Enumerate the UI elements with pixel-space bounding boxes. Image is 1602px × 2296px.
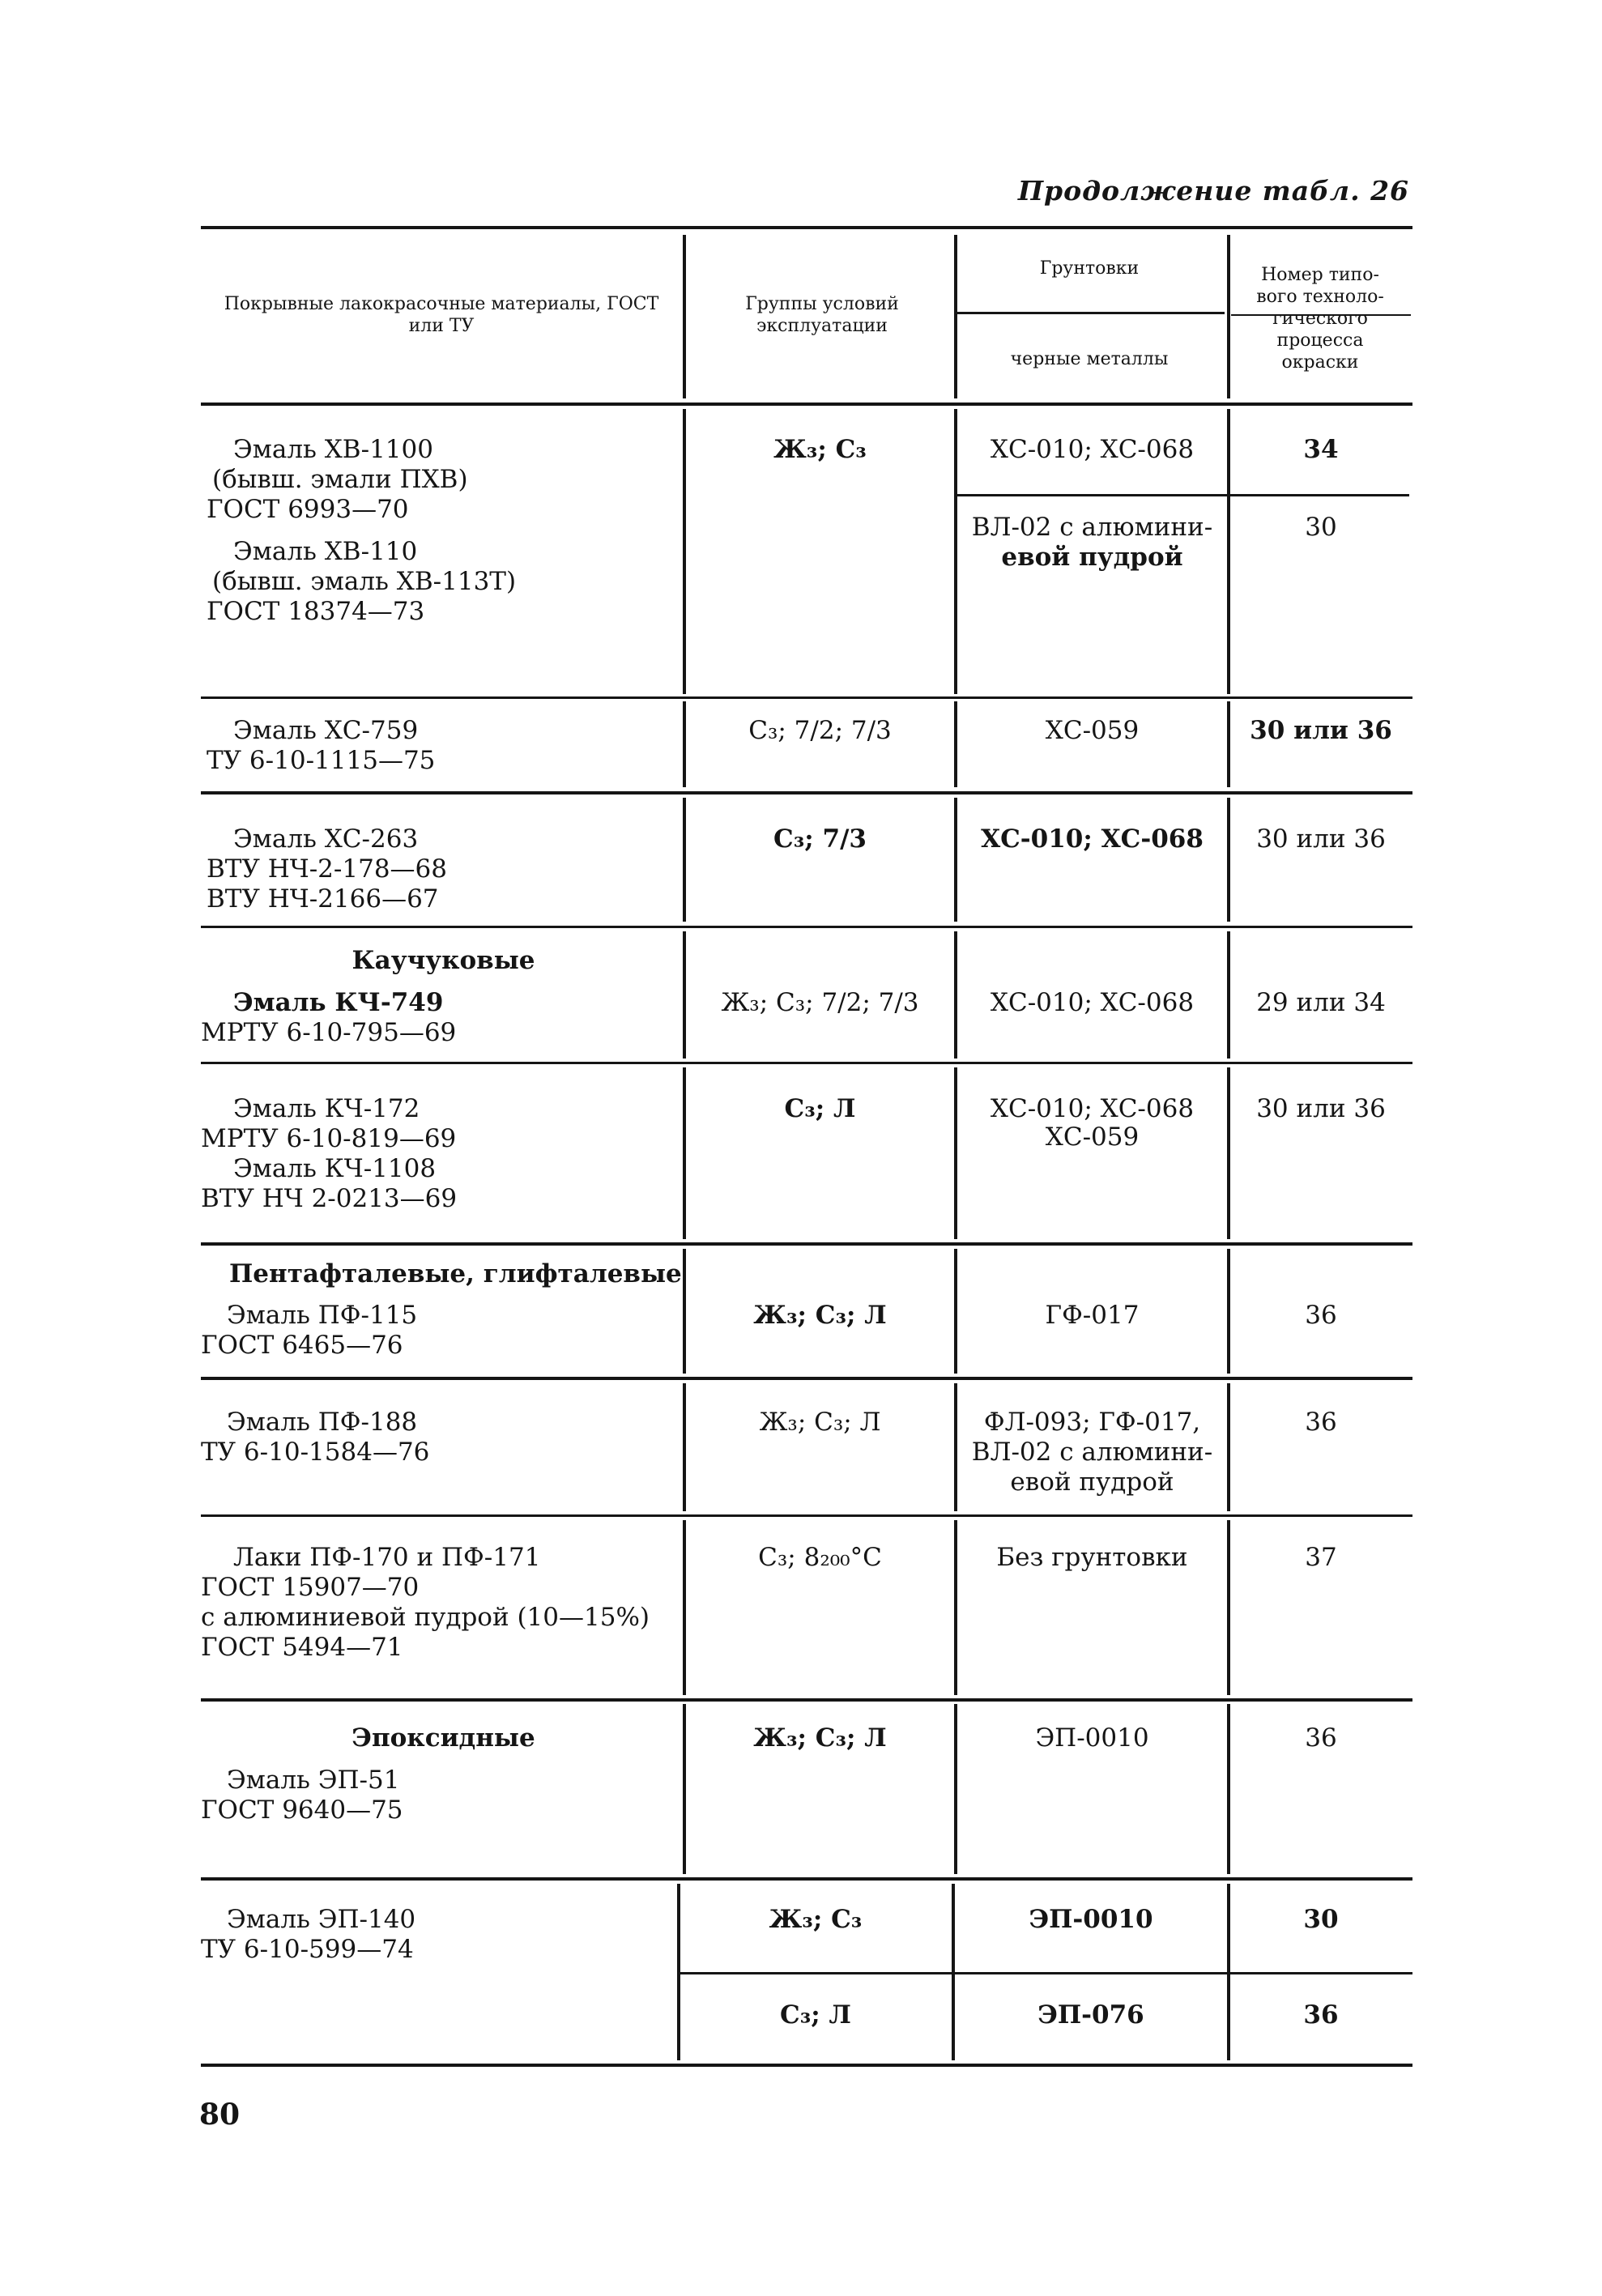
- table-bottom-rule: [201, 2064, 1412, 2067]
- primer-cell: евой пудрой: [1010, 1467, 1174, 1497]
- conditions-cell: Ж₃; С₃: [769, 1905, 863, 1934]
- column-divider: [1227, 1520, 1230, 1695]
- column-divider: [954, 235, 957, 398]
- process-cell: 36: [1305, 1408, 1337, 1437]
- row-rule: [201, 1377, 1412, 1380]
- column-divider: [954, 1067, 957, 1239]
- column-divider: [1227, 1383, 1230, 1511]
- conditions-cell: С₃; 7/2; 7/3: [748, 716, 892, 745]
- column-divider: [1227, 235, 1230, 398]
- material-line: Эмаль ЭП-140: [227, 1905, 416, 1934]
- column-divider: [683, 798, 686, 922]
- column-divider: [683, 1383, 686, 1511]
- material-line: ТУ 6-10-1584—76: [201, 1438, 430, 1467]
- column-divider: [683, 701, 686, 787]
- table-continuation-caption: Продолжение табл. 26: [1017, 175, 1409, 207]
- process-cell: 36: [1305, 1723, 1337, 1753]
- column-divider: [954, 798, 957, 922]
- material-line: Эмаль ПФ-115: [227, 1301, 418, 1330]
- primer-cell: Без грунтовки: [996, 1543, 1188, 1572]
- column-divider: [683, 409, 686, 694]
- conditions-cell: Ж₃; С₃; Л: [753, 1723, 887, 1753]
- column-divider: [683, 931, 686, 1059]
- column-divider: [683, 1520, 686, 1695]
- table-top-rule: [201, 226, 1412, 229]
- conditions-cell: С₃; Л: [780, 2000, 851, 2030]
- column-divider: [683, 1704, 686, 1874]
- material-line: ГОСТ 9640—75: [201, 1795, 403, 1825]
- material-line: Эмаль КЧ-749: [233, 988, 444, 1017]
- column-divider: [1227, 701, 1230, 787]
- material-line: ГОСТ 5494—71: [201, 1633, 403, 1662]
- page-number: 80: [199, 2098, 241, 2132]
- column-divider: [952, 1884, 955, 2060]
- process-cell: 34: [1303, 435, 1339, 464]
- material-line: МРТУ 6-10-819—69: [201, 1124, 457, 1153]
- primer-cell: ГФ-017: [1045, 1301, 1140, 1330]
- primer-cell: ЭП-0010: [1029, 1905, 1153, 1934]
- column-divider: [954, 701, 957, 787]
- row10-inner-divider: [679, 1972, 1412, 1974]
- primer-cell: ВЛ-02 с алюмини-: [971, 513, 1213, 542]
- primer-cell: ХС-010; ХС-068: [990, 435, 1195, 464]
- material-line: ГОСТ 6465—76: [201, 1331, 403, 1360]
- column-divider: [677, 1884, 680, 2060]
- process-cell: 30 или 36: [1256, 824, 1386, 854]
- row-rule: [201, 1698, 1412, 1702]
- row-rule: [201, 1514, 1412, 1517]
- material-line: Лаки ПФ-170 и ПФ-171: [233, 1543, 541, 1572]
- primer-cell: ФЛ-093; ГФ-017,: [983, 1408, 1201, 1437]
- column-divider: [1227, 1067, 1230, 1239]
- conditions-cell: Ж₃; С₃; 7/2; 7/3: [721, 988, 919, 1017]
- conditions-cell: Ж₃; С₃: [773, 435, 867, 464]
- process-cell: 30: [1303, 1905, 1339, 1934]
- primer-cell: ХС-010; ХС-068: [981, 824, 1204, 854]
- row-rule: [201, 696, 1412, 699]
- primer-cell: ВЛ-02 с алюмини-: [971, 1438, 1213, 1467]
- material-line: Эмаль ХС-263: [233, 824, 419, 854]
- primer-cell: ХС-010; ХС-068: [990, 1094, 1195, 1123]
- column-divider: [954, 1520, 957, 1695]
- process-cell: 29 или 34: [1256, 988, 1386, 1017]
- material-line: ВТУ НЧ-2166—67: [207, 884, 439, 914]
- primer-cell: ХС-010; ХС-068: [990, 988, 1195, 1017]
- header-materials: Покрывные лакокрасочные материалы, ГОСТ или ТУ: [224, 294, 659, 336]
- material-line: (бывш. эмаль ХВ-113Т): [212, 567, 517, 596]
- row-rule: [201, 791, 1412, 794]
- material-line: ВТУ НЧ-2-178—68: [207, 854, 447, 884]
- process-cell: 36: [1305, 1301, 1337, 1330]
- column-divider: [954, 931, 957, 1059]
- section-heading: Эпоксидные: [352, 1723, 535, 1753]
- column-divider: [1227, 798, 1230, 922]
- process-cell: 30: [1305, 513, 1337, 542]
- material-line: ГОСТ 18374—73: [207, 597, 425, 626]
- conditions-cell: С₃; 7/3: [773, 824, 867, 854]
- primer-cell: ЭП-0010: [1035, 1723, 1149, 1753]
- material-line: Эмаль КЧ-172: [233, 1094, 420, 1123]
- process-cell: 36: [1303, 2000, 1339, 2030]
- material-line: Эмаль ХВ-1100: [233, 435, 433, 464]
- column-divider: [954, 1704, 957, 1874]
- primer-cell: ХС-059: [1045, 1122, 1140, 1152]
- material-line: (бывш. эмали ПХВ): [212, 465, 468, 494]
- header-conditions: Группы условий эксплуатации: [745, 294, 899, 336]
- conditions-cell: С₃; 8₂₀₀°С: [758, 1543, 882, 1572]
- section-heading: Каучуковые: [352, 946, 535, 975]
- primer-cell: евой пудрой: [1001, 543, 1183, 572]
- section-heading: Пентафталевые, глифталевые: [229, 1259, 682, 1289]
- header-primers: Грунтовки: [1039, 258, 1140, 279]
- material-line: ГОСТ 6993—70: [207, 495, 409, 524]
- column-divider: [683, 1067, 686, 1239]
- material-line: ТУ 6-10-599—74: [201, 1935, 414, 1964]
- material-line: МРТУ 6-10-795—69: [201, 1018, 457, 1047]
- header-process: Номер типо- вого техноло- гического процесса окраски: [1256, 265, 1384, 373]
- column-divider: [1227, 931, 1230, 1059]
- header-bottom-rule: [201, 403, 1412, 406]
- column-divider: [954, 1249, 957, 1374]
- column-divider: [954, 409, 957, 694]
- process-cell: 30 или 36: [1250, 716, 1392, 745]
- header-primers-divider: [956, 312, 1225, 314]
- material-line: Эмаль ЭП-51: [227, 1766, 400, 1795]
- process-cell: 37: [1305, 1543, 1337, 1572]
- column-divider: [1227, 1249, 1230, 1374]
- header-primers-ferrous: черные металлы: [1010, 349, 1169, 369]
- row-rule: [201, 1877, 1412, 1881]
- material-line: ТУ 6-10-1115—75: [207, 746, 436, 775]
- primer-cell: ЭП-076: [1037, 2000, 1144, 2030]
- material-line: ВТУ НЧ 2-0213—69: [201, 1184, 458, 1213]
- material-line: Эмаль КЧ-1108: [233, 1154, 437, 1183]
- conditions-cell: Ж₃; С₃; Л: [759, 1408, 881, 1437]
- column-divider: [1227, 1884, 1230, 2060]
- column-divider: [1227, 409, 1230, 694]
- material-line: ГОСТ 15907—70: [201, 1573, 420, 1602]
- row-rule: [201, 1062, 1412, 1064]
- material-line: с алюминиевой пудрой (10—15%): [201, 1603, 650, 1632]
- row-rule: [201, 926, 1412, 928]
- column-divider: [1227, 1704, 1230, 1874]
- row1-inner-divider: [956, 494, 1409, 496]
- column-divider: [683, 1249, 686, 1374]
- material-line: Эмаль ПФ-188: [227, 1408, 418, 1437]
- material-line: Эмаль ХС-759: [233, 716, 419, 745]
- conditions-cell: С₃; Л: [784, 1094, 856, 1123]
- row-rule: [201, 1242, 1412, 1246]
- process-cell: 30 или 36: [1256, 1094, 1386, 1123]
- material-line: Эмаль ХВ-110: [233, 537, 418, 566]
- column-divider: [683, 235, 686, 398]
- conditions-cell: Ж₃; С₃; Л: [753, 1301, 887, 1330]
- primer-cell: ХС-059: [1045, 716, 1140, 745]
- column-divider: [954, 1383, 957, 1511]
